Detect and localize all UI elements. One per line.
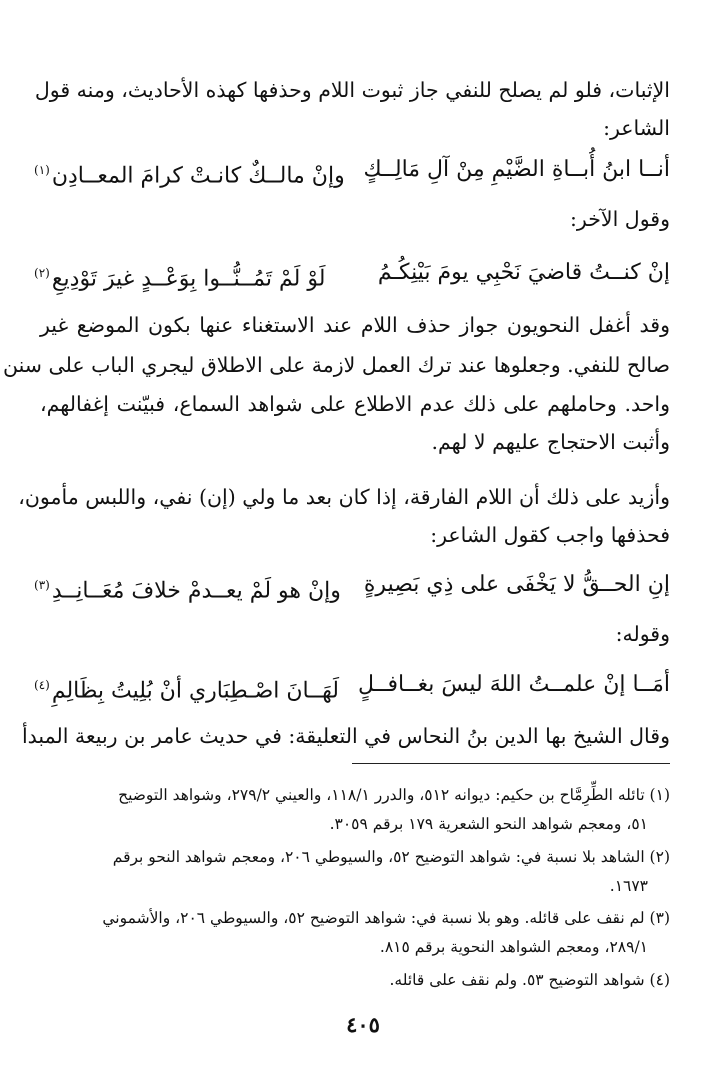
paragraph-line: وقال الشيخ بها الدين بنُ النحاس في التعليقة: في حديث عامر بن ربيعة المبدأ (21, 724, 670, 748)
paragraph-line: الإثبات، فلو لم يصلح للنفي جاز ثبوت اللام وحذفها كهذه الأحاديث، ومنه قول (34, 78, 670, 102)
paragraph-line: صالح للنفي. وجعلوها عند ترك العمل لازمة على الاطلاق ليجري الباب على سنن (3, 353, 670, 377)
paragraph-line: وقد أغفل النحويون جواز حذف اللام عند الاستغناء عنها بكون الموضع غير (40, 313, 670, 337)
footnote-line: (٣) لم نقف على قائله. وهو بلا نسبة في: شواهد التوضيح ٥٢، والسيوطي ٢٠٦، والأشموني (102, 909, 670, 927)
verse-second-hemistich (34, 668, 339, 708)
paragraph-line: وأزيد على ذلك أن اللام الفارقة، إذا كان بعد ما ولي (إن) نفي، واللبس مأمون، (18, 485, 670, 509)
verse-first-hemistich: إنْ كنــتُ قاضيَ نَحْبِي يومَ بَيْنِكُـمُ (377, 260, 670, 285)
verse-second-hemistich (34, 256, 325, 296)
verse-text: لَوْ لَمْ تَمُــنُّــوا بِوَعْــدٍ غيرَ تَوْدِيعِ (51, 266, 326, 292)
footnote-marker: (٢) (34, 266, 50, 280)
footnote-text: ١٦٧٣. (609, 877, 648, 895)
footnote-text: ٥١، ومعجم شواهد النحو الشعرية ١٧٩ برقم ٣٠٥٩. (329, 815, 648, 833)
verse-second-hemistich (34, 568, 341, 608)
footnote-line (40, 934, 670, 961)
verse-second-hemistich (34, 153, 345, 193)
footnote-marker: (٤) (34, 678, 50, 692)
verse-text: وإنْ هو لَمْ يعــدمْ خلافَ مُعَــانِــدِ (51, 578, 341, 604)
footnote-marker: (١) (34, 163, 50, 177)
paragraph-line: وقول الآخر: (570, 207, 670, 231)
footnote-line: (٢) الشاهد بلا نسبة في: شواهد التوضيح ٥٢، والسيوطي ٢٠٦، ومعجم شواهد النحو برقم (112, 848, 670, 866)
footnote-line (40, 873, 670, 900)
verse-first-hemistich: أنــا ابنُ أُبــاةِ الضَّيْمِ مِنْ آلِ مَالِــكٍ (363, 157, 670, 182)
page-number: ٤٠٥ (346, 1012, 380, 1037)
footnote-line: (٤) شواهد التوضيح ٥٣. ولم نقف على قائله. (389, 971, 670, 989)
paragraph-line: الشاعر: (603, 116, 670, 140)
footnote-line: (١) تائله الطِّرِمَّاح بن حكيم: ديوانه ٥١٢، والدرر ١١٨/١، والعيني ٢٧٩/٢، وشواهد التوضيح (118, 786, 670, 804)
footnote-text: ٢٨٩/١، ومعجم الشواهد النحوية برقم ٨١٥. (379, 938, 648, 956)
verse-first-hemistich: أمَــا إنْ علمــتُ اللهَ ليسَ بغــافــلٍ (357, 672, 670, 697)
paragraph-line: وقوله: (615, 622, 670, 646)
footnote-marker: (٣) (34, 578, 50, 592)
footnote-line (40, 811, 670, 838)
paragraph-line: فحذفها واجب كقول الشاعر: (430, 523, 670, 547)
verse-text: لَهَــانَ اصْـطِبَاري أنْ بُلِيتُ بِظَالِمِ (51, 678, 339, 704)
footnote-divider (352, 763, 670, 764)
paragraph-line: واحد. وحاملهم على ذلك عدم الاطلاع على شواهد السماع، فبيّنت إغفالهم، (40, 392, 670, 416)
paragraph-line: وأثبت الاحتجاج عليهم لا لهم. (431, 430, 670, 454)
verse-first-hemistich: إنِ الحــقُّ لا يَخْفَى على ذِي بَصِيرةٍ (363, 572, 670, 597)
verse-text: وإنْ مالــكٌ كانـتْ كرامَ المعــادِن (51, 163, 345, 189)
